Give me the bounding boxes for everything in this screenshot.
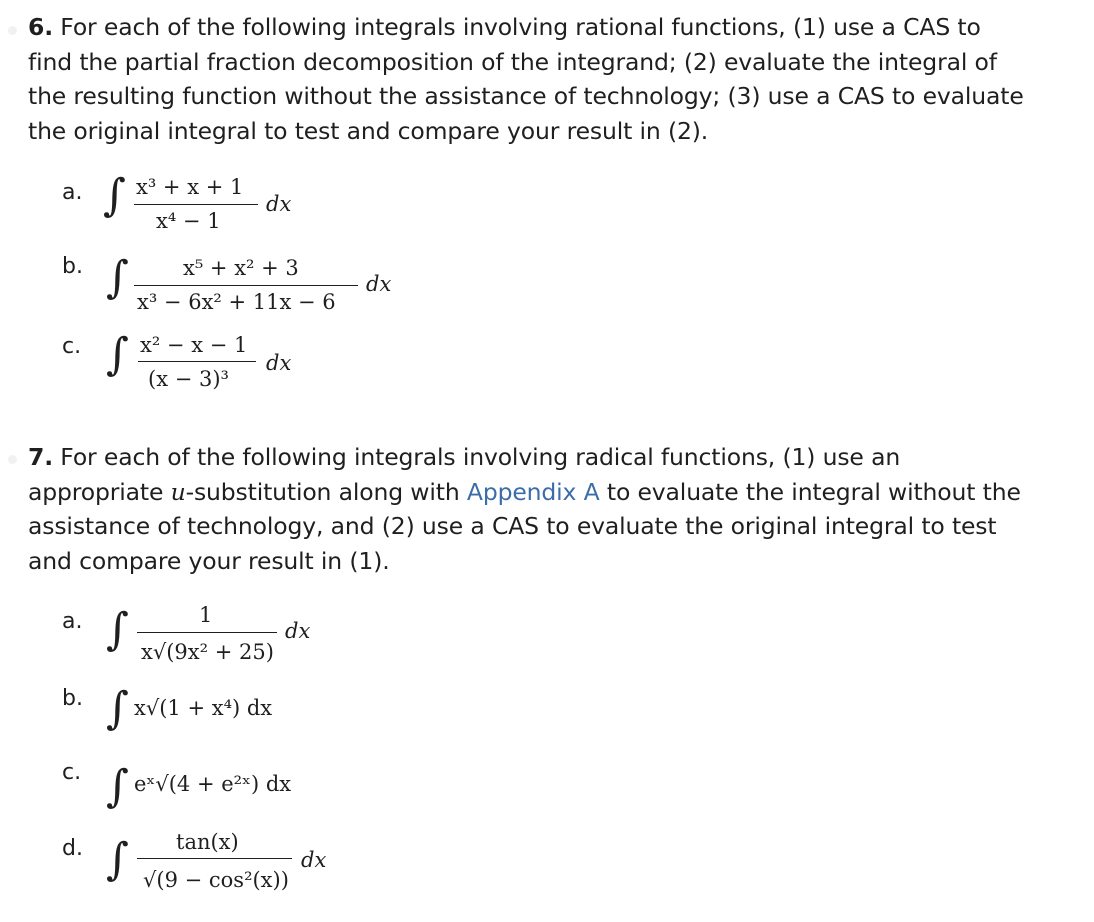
fraction-bar [137, 632, 277, 633]
numerator: x⁵ + x² + 3 [183, 256, 299, 280]
integral-sign: ∫ [106, 834, 129, 885]
gutter-dot [8, 455, 17, 464]
u-variable: u [170, 477, 186, 506]
problem-7-statement [28, 440, 1028, 578]
denominator: x⁴ − 1 [156, 209, 221, 233]
numerator: x² − x − 1 [140, 333, 248, 357]
integral-sign: ∫ [103, 170, 126, 221]
problem-7-text-2: -substitution along with [185, 477, 467, 506]
item-letter: b. [62, 254, 83, 279]
numerator: x³ + x + 1 [136, 175, 244, 199]
dx: dx [266, 192, 292, 216]
integral-sign: ∫ [106, 252, 129, 303]
fraction-bar [134, 285, 358, 286]
numerator: 1 [199, 603, 213, 627]
integral-sign: ∫ [106, 329, 129, 380]
fraction-bar [137, 858, 292, 859]
fraction-bar [134, 204, 258, 205]
problem-6-text: For each of the following integrals involving rational functions, (1) use a CAS to find the partial fraction decomposition of the integrand; (2) evaluate the integral of the resulting function without the assistance of technology; (3) use a CAS to evaluate the original integral to test and compare your result in (2). [28, 13, 1024, 145]
integral-sign: ∫ [106, 683, 129, 734]
denominator: √(9 − cos²(x)) [143, 868, 289, 892]
problem-6-statement [28, 10, 1028, 148]
gutter-dot [8, 26, 17, 35]
appendix-a-link[interactable]: Appendix A [466, 477, 600, 506]
integral-sign: ∫ [106, 761, 129, 812]
expression: x√(1 + x⁴) dx [134, 696, 273, 720]
item-letter: a. [62, 609, 83, 634]
item-letter: c. [62, 334, 82, 359]
problem-7-text-3: to evaluate the integral without the assistance of technology, and (2) use a CAS to evaluate the original integral to test and compare your result in (1). [28, 477, 1021, 575]
denominator: x√(9x² + 25) [141, 640, 274, 664]
integral-sign: ∫ [106, 604, 129, 655]
item-letter: d. [62, 836, 83, 861]
dx: dx [301, 848, 327, 872]
item-letter: a. [62, 180, 83, 205]
fraction-bar [138, 361, 256, 362]
denominator: (x − 3)³ [148, 367, 229, 391]
problem-6-number: 6. [28, 13, 53, 41]
dx: dx [366, 272, 392, 296]
dx: dx [285, 619, 311, 643]
expression: eˣ√(4 + e²ˣ) dx [134, 772, 292, 796]
problem-7-text-1: For each of the following integrals involving radical functions, (1) use an appropriate [28, 443, 901, 506]
problem-7-number: 7. [28, 443, 53, 471]
numerator: tan(x) [176, 830, 239, 854]
dx: dx [266, 351, 292, 375]
item-letter: c. [62, 760, 82, 785]
denominator: x³ − 6x² + 11x − 6 [137, 290, 336, 314]
item-letter: b. [62, 686, 83, 711]
